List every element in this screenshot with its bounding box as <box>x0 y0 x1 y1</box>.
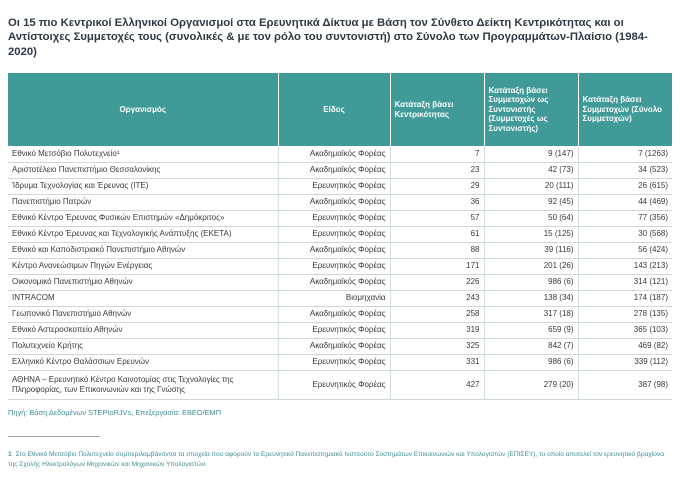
cell-centrality-rank: 23 <box>390 162 484 178</box>
cell-total-rank: 365 (103) <box>578 322 672 338</box>
cell-centrality-rank: 226 <box>390 274 484 290</box>
cell-organization: Γεωπονικό Πανεπιστήμιο Αθηνών <box>8 306 278 322</box>
cell-coordinator-rank: 20 (111) <box>484 178 578 194</box>
cell-organization: Εθνικό Μετσόβιο Πολυτεχνείο¹ <box>8 146 278 162</box>
cell-coordinator-rank: 138 (34) <box>484 290 578 306</box>
footnote <box>8 450 672 471</box>
table-row <box>8 322 672 338</box>
cell-total-rank: 30 (568) <box>578 226 672 242</box>
table-row <box>8 226 672 242</box>
cell-centrality-rank: 88 <box>390 242 484 258</box>
ranking-table <box>8 73 672 400</box>
cell-organization: Οικονομικό Πανεπιστήμιο Αθηνών <box>8 274 278 290</box>
cell-centrality-rank: 243 <box>390 290 484 306</box>
table-row <box>8 258 672 274</box>
cell-type: Ακαδημαϊκός Φορέας <box>278 162 390 178</box>
cell-organization: Αριστοτέλειο Πανεπιστήμιο Θεσσαλονίκης <box>8 162 278 178</box>
cell-coordinator-rank: 986 (6) <box>484 354 578 370</box>
footnote-mark: 1 <box>8 451 12 458</box>
cell-total-rank: 469 (82) <box>578 338 672 354</box>
cell-total-rank: 143 (213) <box>578 258 672 274</box>
cell-type: Βιομηχανία <box>278 290 390 306</box>
table-row <box>8 178 672 194</box>
cell-total-rank: 56 (424) <box>578 242 672 258</box>
table-row <box>8 274 672 290</box>
cell-coordinator-rank: 279 (20) <box>484 370 578 399</box>
cell-type: Ερευνητικός Φορέας <box>278 370 390 399</box>
cell-type: Ακαδημαϊκός Φορέας <box>278 242 390 258</box>
cell-type: Ακαδημαϊκός Φορέας <box>278 338 390 354</box>
header-organization: Οργανισμός <box>8 73 278 146</box>
cell-total-rank: 339 (112) <box>578 354 672 370</box>
footnote-divider <box>8 436 100 437</box>
cell-coordinator-rank: 986 (6) <box>484 274 578 290</box>
cell-coordinator-rank: 201 (26) <box>484 258 578 274</box>
cell-type: Ακαδημαϊκός Φορέας <box>278 194 390 210</box>
cell-type: Ερευνητικός Φορέας <box>278 210 390 226</box>
cell-organization: Πολυτεχνείο Κρήτης <box>8 338 278 354</box>
cell-organization: Εθνικό και Καποδιστριακό Πανεπιστήμιο Αθηνών <box>8 242 278 258</box>
cell-centrality-rank: 61 <box>390 226 484 242</box>
cell-centrality-rank: 171 <box>390 258 484 274</box>
table-row <box>8 306 672 322</box>
table-row <box>8 194 672 210</box>
cell-centrality-rank: 427 <box>390 370 484 399</box>
source-note: Πηγή: Βάση Δεδομένων STEPtoRJVs, Επεξεργασία: ΕΒΕΟ/ΕΜΠ <box>8 408 222 417</box>
cell-centrality-rank: 7 <box>390 146 484 162</box>
cell-coordinator-rank: 9 (147) <box>484 146 578 162</box>
cell-type: Ερευνητικός Φορέας <box>278 322 390 338</box>
header-type: Είδος <box>278 73 390 146</box>
cell-type: Ερευνητικός Φορέας <box>278 226 390 242</box>
header-total-rank: Κατάταξη βάσει Συμμετοχών (Σύνολο Συμμετοχών) <box>578 73 672 146</box>
header-coordinator-rank: Κατάταξη βάσει Συμμετοχών ως Συντονιστής (Συμμετοχές ως Συντονιστής) <box>484 73 578 146</box>
cell-total-rank: 44 (469) <box>578 194 672 210</box>
cell-coordinator-rank: 39 (116) <box>484 242 578 258</box>
cell-organization: INTRACOM <box>8 290 278 306</box>
cell-type: Ακαδημαϊκός Φορέας <box>278 306 390 322</box>
cell-centrality-rank: 57 <box>390 210 484 226</box>
cell-organization: ΑΘΗΝΑ – Ερευνητικό Κέντρο Καινοτομίας στις Τεχνολογίες της Πληροφορίας, των Επικοινωνιών και της Γνώσης <box>8 370 278 399</box>
cell-type: Ακαδημαϊκός Φορέας <box>278 274 390 290</box>
cell-centrality-rank: 36 <box>390 194 484 210</box>
cell-coordinator-rank: 317 (18) <box>484 306 578 322</box>
cell-organization: Εθνικό Αστεροσκοπείο Αθηνών <box>8 322 278 338</box>
table-row <box>8 338 672 354</box>
cell-type: Ερευνητικός Φορέας <box>278 258 390 274</box>
table-row <box>8 146 672 162</box>
cell-organization: Ελληνικό Κέντρο Θαλάσσιων Ερευνών <box>8 354 278 370</box>
cell-type: Ερευνητικός Φορέας <box>278 178 390 194</box>
table-row <box>8 242 672 258</box>
cell-total-rank: 26 (615) <box>578 178 672 194</box>
cell-total-rank: 34 (523) <box>578 162 672 178</box>
cell-organization: Κέντρο Ανανεώσιμων Πηγών Ενέργειας <box>8 258 278 274</box>
cell-type: Ερευνητικός Φορέας <box>278 354 390 370</box>
cell-coordinator-rank: 42 (73) <box>484 162 578 178</box>
cell-total-rank: 314 (121) <box>578 274 672 290</box>
cell-coordinator-rank: 92 (45) <box>484 194 578 210</box>
cell-total-rank: 174 (187) <box>578 290 672 306</box>
cell-organization: Ίδρυμα Τεχνολογίας και Έρευνας (ΙΤΕ) <box>8 178 278 194</box>
cell-coordinator-rank: 15 (125) <box>484 226 578 242</box>
cell-type: Ακαδημαϊκός Φορέας <box>278 146 390 162</box>
cell-centrality-rank: 325 <box>390 338 484 354</box>
cell-centrality-rank: 29 <box>390 178 484 194</box>
cell-centrality-rank: 319 <box>390 322 484 338</box>
cell-coordinator-rank: 50 (64) <box>484 210 578 226</box>
table-row <box>8 354 672 370</box>
cell-organization: Εθνικό Κέντρο Έρευνας Φυσικών Επιστημών «Δημόκριτος» <box>8 210 278 226</box>
header-centrality-rank: Κατάταξη βάσει Κεντρικότητας <box>390 73 484 146</box>
table-row <box>8 162 672 178</box>
table-row <box>8 210 672 226</box>
cell-total-rank: 278 (135) <box>578 306 672 322</box>
cell-total-rank: 7 (1263) <box>578 146 672 162</box>
cell-organization: Πανεπιστήμιο Πατρών <box>8 194 278 210</box>
cell-centrality-rank: 331 <box>390 354 484 370</box>
cell-total-rank: 77 (356) <box>578 210 672 226</box>
table-row <box>8 370 672 399</box>
cell-coordinator-rank: 842 (7) <box>484 338 578 354</box>
cell-organization: Εθνικό Κέντρο Έρευνας και Τεχνολογικής Ανάπτυξης (ΕΚΕΤΑ) <box>8 226 278 242</box>
page-title: Οι 15 πιο Κεντρικοί Ελληνικοί Οργανισμοί στα Ερευνητικά Δίκτυα με Βάση τον Σύνθετο Δείκτη Κεντρικότητας και οι Αντίστοιχες Συμμετοχές τους (συνολικές & με τον ρόλο του συντονιστή) στο Σύνολο των Προγραμμάτων-Πλαίσιο (1984-2020) <box>8 17 648 58</box>
footnote-text: Στο Εθνικό Μετσόβιο Πολυτεχνείο συμπεριλαμβάνονται τα στοιχεία που αφορούν το Ερευνητικό Πανεπιστημιακό Ινστιτούτο Συστημάτων Επικοινωνιών και Υπολογιστών (ΕΠΙΣΕΥ), το οποίο αποτελεί τον ερευνητικό βραχίονα της Σχολής Ηλεκτρολόγων Μηχανικών και Μηχανικών Υπολογιστών. <box>8 451 665 469</box>
cell-total-rank: 387 (98) <box>578 370 672 399</box>
table-header-row <box>8 73 672 146</box>
table-row <box>8 290 672 306</box>
cell-centrality-rank: 258 <box>390 306 484 322</box>
cell-coordinator-rank: 659 (9) <box>484 322 578 338</box>
